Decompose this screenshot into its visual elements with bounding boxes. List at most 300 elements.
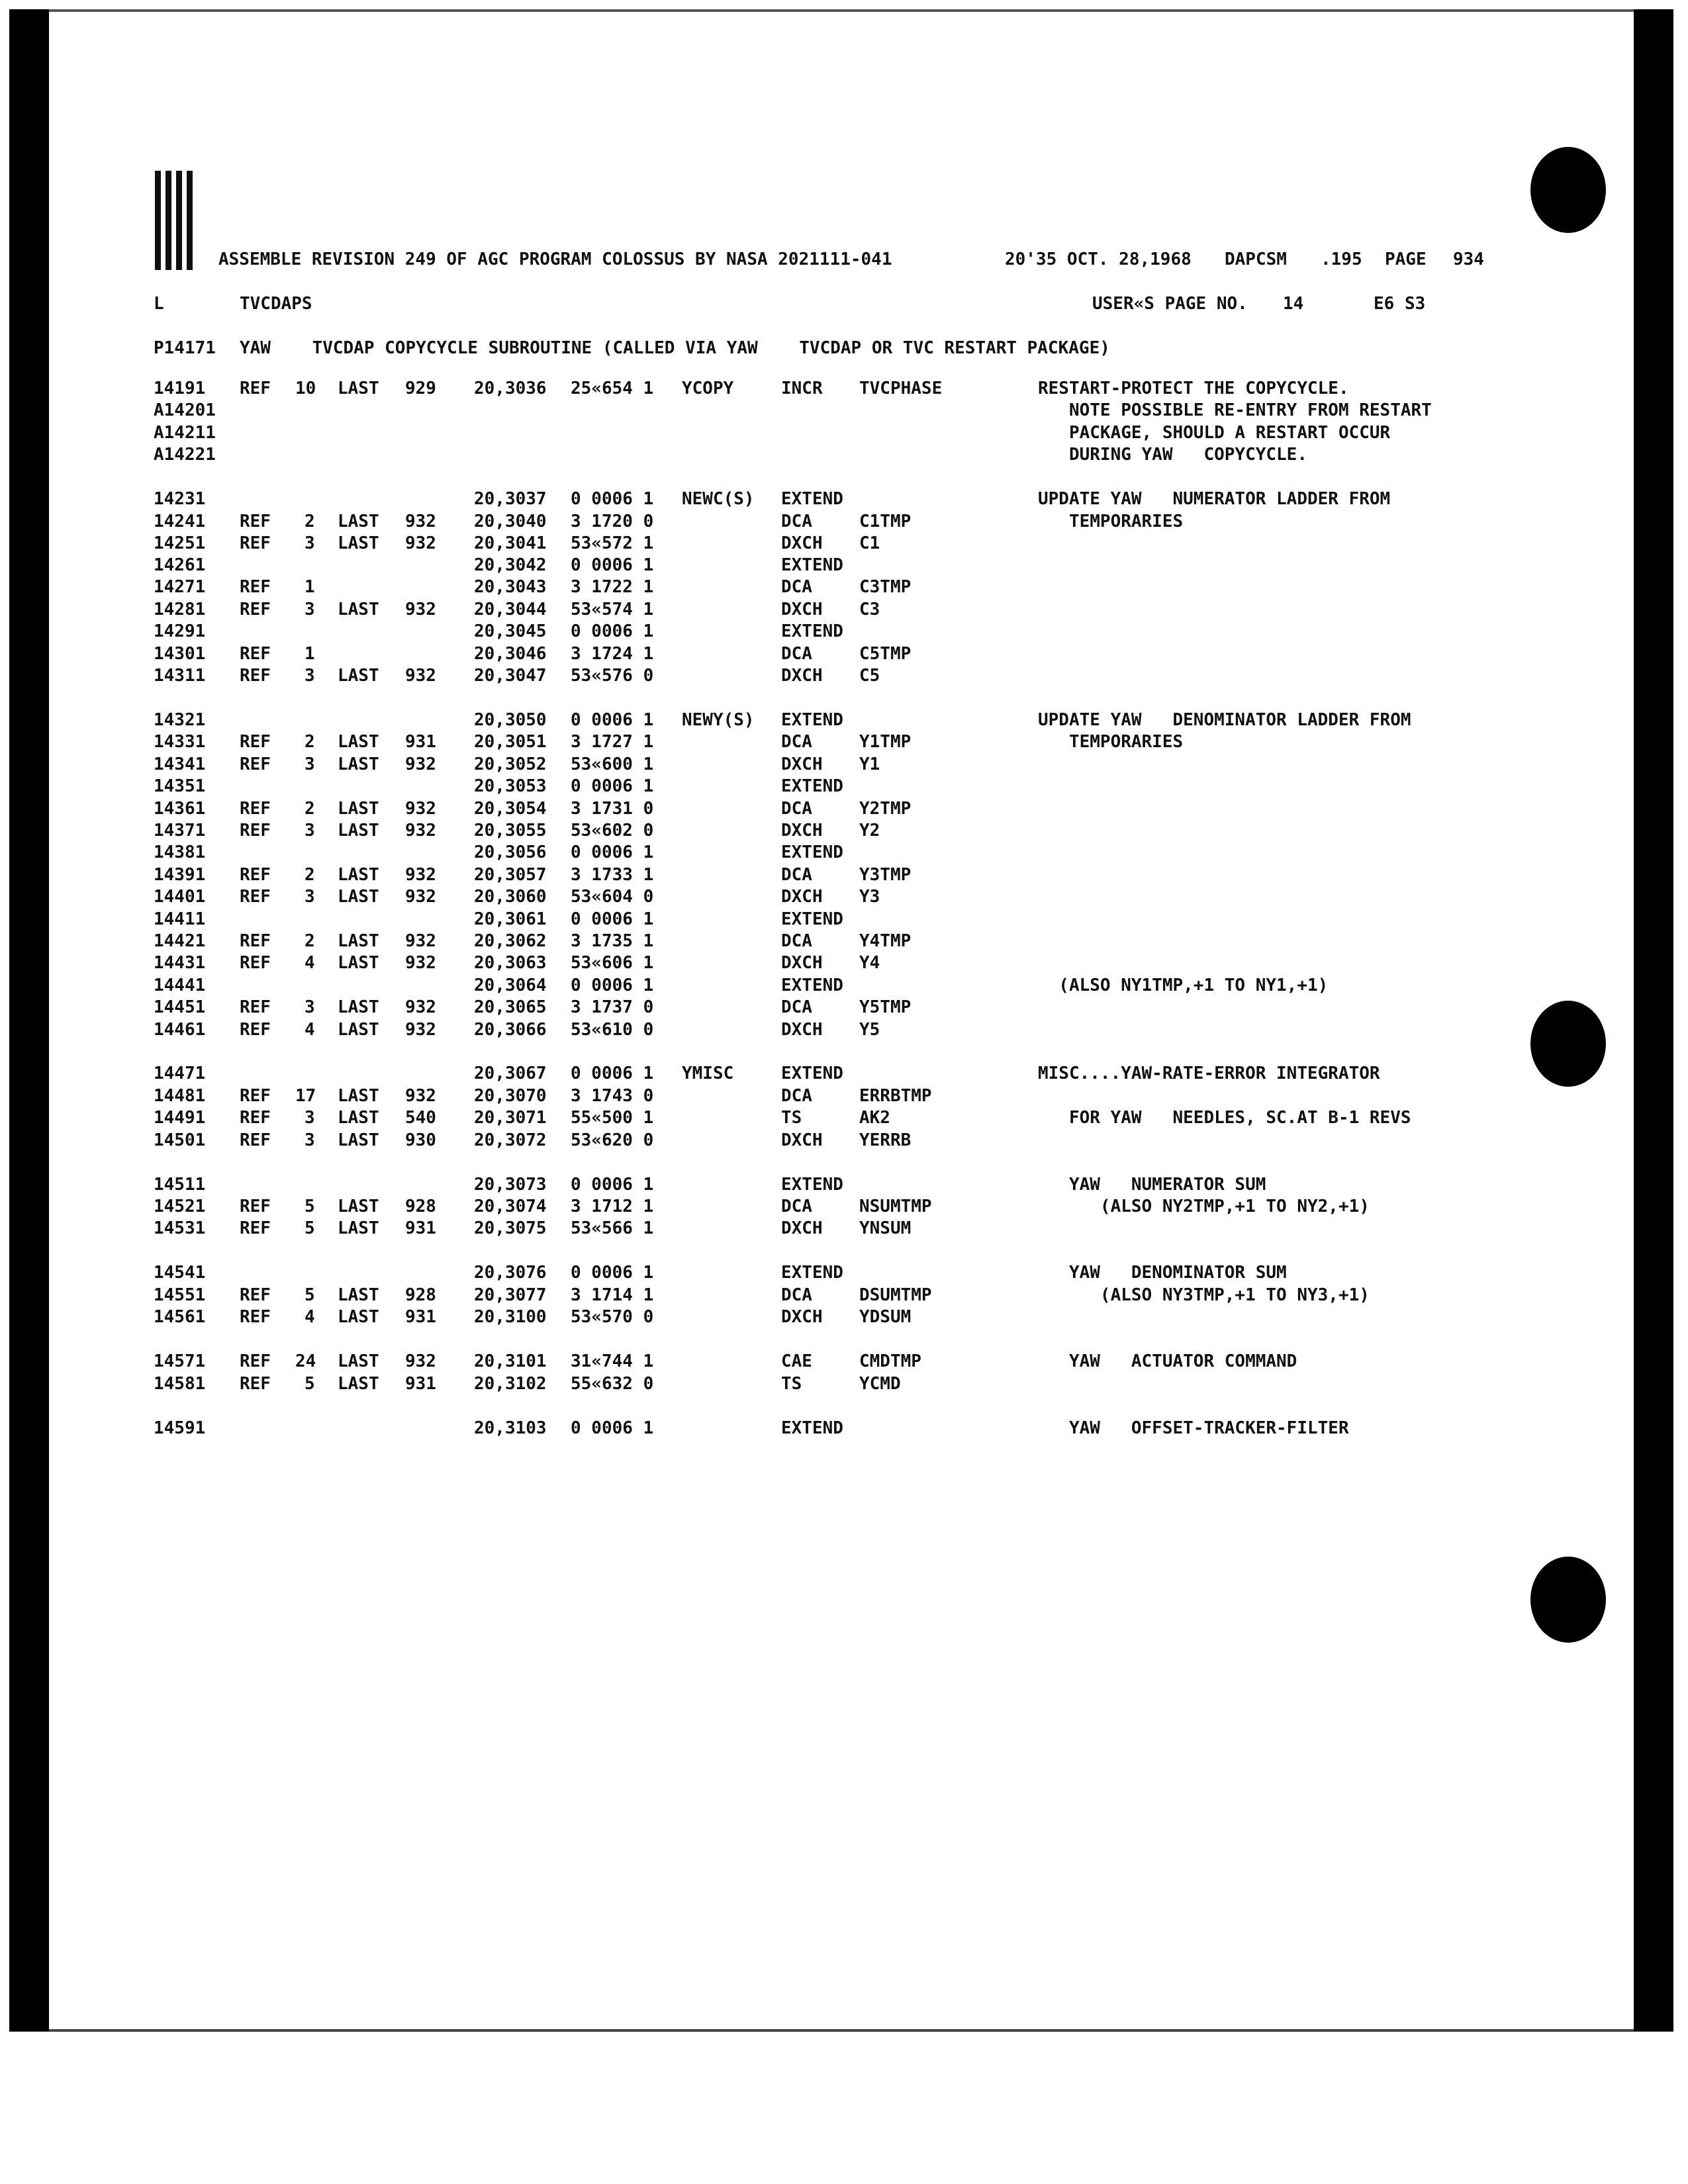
row-last: LAST xyxy=(338,600,379,619)
row-op: TS xyxy=(781,1108,802,1128)
row-ref: REF xyxy=(240,1307,271,1327)
row-operand: Y5TMP xyxy=(859,997,912,1017)
row-comment: YAW ACTUATOR COMMAND xyxy=(1038,1351,1297,1371)
row-code: 0 0006 1 xyxy=(571,621,654,641)
row-last: LAST xyxy=(338,732,379,752)
row-code: 3 1743 0 xyxy=(571,1086,654,1106)
row-ref: REF xyxy=(240,1351,271,1371)
row-code: 53«570 0 xyxy=(571,1307,654,1327)
row-refn: 2 xyxy=(305,865,315,885)
row-comment: YAW DENOMINATOR SUM xyxy=(1038,1263,1287,1283)
row-code: 3 1731 0 xyxy=(571,799,654,819)
row-comment: TEMPORARIES xyxy=(1038,732,1184,752)
row-label: NEWY(S) xyxy=(682,710,755,730)
row-lastn: 932 xyxy=(405,600,436,619)
row-line: 14511 xyxy=(154,1175,206,1195)
row-addr: 20,3037 xyxy=(474,489,547,509)
row-lastn: 932 xyxy=(405,821,436,841)
row-addr: 20,3045 xyxy=(474,621,547,641)
row-lastn: 932 xyxy=(405,931,436,951)
row-line: 14581 xyxy=(154,1374,206,1394)
row-line: 14411 xyxy=(154,909,206,929)
row-comment: UPDATE YAW NUMERATOR LADDER FROM xyxy=(1038,489,1391,509)
row-line: A14211 xyxy=(154,423,216,443)
row-addr: 20,3100 xyxy=(474,1307,547,1327)
row-last: LAST xyxy=(338,887,379,907)
row-line: 14251 xyxy=(154,533,206,553)
row-ref: REF xyxy=(240,997,271,1017)
row-code: 55«500 1 xyxy=(571,1108,654,1128)
row-code: 53«620 0 xyxy=(571,1130,654,1150)
row-line: 14301 xyxy=(154,644,206,664)
row-last: LAST xyxy=(338,865,379,885)
row-line: 14501 xyxy=(154,1130,206,1150)
row-op: DXCH xyxy=(781,953,823,973)
row-code: 3 1727 1 xyxy=(571,732,654,752)
row-line: 14471 xyxy=(154,1064,206,1083)
row-refn: 1 xyxy=(305,577,315,597)
row-ref: REF xyxy=(240,865,271,885)
row-last: LAST xyxy=(338,1351,379,1371)
row-code: 25«654 1 xyxy=(571,379,654,398)
row-line: A14221 xyxy=(154,445,216,465)
row-operand: C3TMP xyxy=(859,577,912,597)
row-op: CAE xyxy=(781,1351,812,1371)
row-lastn: 932 xyxy=(405,997,436,1017)
row-operand: Y3 xyxy=(859,887,880,907)
row-line: 14191 xyxy=(154,379,206,398)
row-operand: Y1TMP xyxy=(859,732,912,752)
row-code: 53«600 1 xyxy=(571,754,654,774)
row-ref: REF xyxy=(240,644,271,664)
row-operand: YNSUM xyxy=(859,1218,912,1238)
row-code: 3 1733 1 xyxy=(571,865,654,885)
row-code: 3 1722 1 xyxy=(571,577,654,597)
row-ref: REF xyxy=(240,1218,271,1238)
row-operand: Y2 xyxy=(859,821,880,841)
row-op: EXTEND xyxy=(781,776,843,796)
row-lastn: 932 xyxy=(405,953,436,973)
row-line: 14431 xyxy=(154,953,206,973)
row-line: 14311 xyxy=(154,666,206,686)
row-last: LAST xyxy=(338,1218,379,1238)
row-op: DCA xyxy=(781,1086,812,1106)
log-name: TVCDAPS xyxy=(240,294,312,314)
row-addr: 20,3057 xyxy=(474,865,547,885)
row-operand: YCMD xyxy=(859,1374,901,1394)
row-line: 14451 xyxy=(154,997,206,1017)
row-line: 14241 xyxy=(154,512,206,531)
row-addr: 20,3077 xyxy=(474,1285,547,1305)
row-addr: 20,3060 xyxy=(474,887,547,907)
row-line: 14521 xyxy=(154,1197,206,1216)
row-addr: 20,3065 xyxy=(474,997,547,1017)
title-text: YAW TVCDAP COPYCYCLE SUBROUTINE (CALLED VIA YAW TVCDAP OR TVC RESTART PACKAGE) xyxy=(240,338,1110,358)
row-addr: 20,3036 xyxy=(474,379,547,398)
row-ref: REF xyxy=(240,931,271,951)
row-refn: 17 xyxy=(295,1086,316,1106)
row-line: 14261 xyxy=(154,555,206,575)
row-line: 14341 xyxy=(154,754,206,774)
row-addr: 20,3053 xyxy=(474,776,547,796)
row-addr: 20,3072 xyxy=(474,1130,547,1150)
row-last: LAST xyxy=(338,666,379,686)
row-addr: 20,3073 xyxy=(474,1175,547,1195)
row-comment: TEMPORARIES xyxy=(1038,512,1184,531)
row-lastn: 932 xyxy=(405,533,436,553)
row-lastn: 931 xyxy=(405,1307,436,1327)
timestamp: 20'35 OCT. 28,1968 xyxy=(1005,250,1192,269)
row-addr: 20,3101 xyxy=(474,1351,547,1371)
row-code: 53«566 1 xyxy=(571,1218,654,1238)
row-comment: (ALSO NY2TMP,+1 TO NY2,+1) xyxy=(1038,1197,1370,1216)
row-last: LAST xyxy=(338,1108,379,1128)
row-line: 14351 xyxy=(154,776,206,796)
row-operand: AK2 xyxy=(859,1108,890,1128)
row-last: LAST xyxy=(338,533,379,553)
row-addr: 20,3047 xyxy=(474,666,547,686)
row-line: A14201 xyxy=(154,400,216,420)
row-refn: 2 xyxy=(305,799,315,819)
row-last: LAST xyxy=(338,512,379,531)
row-lastn: 932 xyxy=(405,887,436,907)
row-last: LAST xyxy=(338,821,379,841)
assemble-line: ASSEMBLE REVISION 249 OF AGC PROGRAM COLOSSUS BY NASA 2021111-041 xyxy=(218,250,892,269)
row-refn: 2 xyxy=(305,732,315,752)
title-tag: P14171 xyxy=(154,338,216,358)
row-line: 14381 xyxy=(154,842,206,862)
row-operand: Y4 xyxy=(859,953,880,973)
row-lastn: 928 xyxy=(405,1197,436,1216)
row-last: LAST xyxy=(338,799,379,819)
row-addr: 20,3070 xyxy=(474,1086,547,1106)
row-line: 14231 xyxy=(154,489,206,509)
row-refn: 5 xyxy=(305,1197,315,1216)
row-ref: REF xyxy=(240,533,271,553)
row-op: DCA xyxy=(781,1285,812,1305)
row-refn: 4 xyxy=(305,953,315,973)
row-operand: C1 xyxy=(859,533,880,553)
row-code: 0 0006 1 xyxy=(571,1263,654,1283)
row-lastn: 931 xyxy=(405,732,436,752)
row-code: 53«574 1 xyxy=(571,600,654,619)
row-ref: REF xyxy=(240,577,271,597)
row-lastn: 932 xyxy=(405,1351,436,1371)
row-comment: RESTART-PROTECT THE COPYCYCLE. xyxy=(1038,379,1349,398)
row-code: 53«606 1 xyxy=(571,953,654,973)
row-ref: REF xyxy=(240,1374,271,1394)
row-code: 3 1712 1 xyxy=(571,1197,654,1216)
row-operand: Y5 xyxy=(859,1020,880,1040)
row-comment: YAW NUMERATOR SUM xyxy=(1038,1175,1266,1195)
row-code: 3 1735 1 xyxy=(571,931,654,951)
row-line: 14391 xyxy=(154,865,206,885)
row-op: DXCH xyxy=(781,754,823,774)
row-line: 14421 xyxy=(154,931,206,951)
row-addr: 20,3040 xyxy=(474,512,547,531)
row-operand: Y4TMP xyxy=(859,931,912,951)
row-code: 0 0006 1 xyxy=(571,1175,654,1195)
row-op: DXCH xyxy=(781,600,823,619)
row-ref: REF xyxy=(240,379,271,398)
program-name: DAPCSM xyxy=(1225,250,1287,269)
row-addr: 20,3067 xyxy=(474,1064,547,1083)
row-addr: 20,3063 xyxy=(474,953,547,973)
row-operand: C5TMP xyxy=(859,644,912,664)
row-refn: 3 xyxy=(305,821,315,841)
row-addr: 20,3050 xyxy=(474,710,547,730)
row-line: 14361 xyxy=(154,799,206,819)
row-ref: REF xyxy=(240,887,271,907)
row-comment: PACKAGE, SHOULD A RESTART OCCUR xyxy=(1038,423,1391,443)
row-ref: REF xyxy=(240,512,271,531)
row-op: DCA xyxy=(781,577,812,597)
row-code: 53«576 0 xyxy=(571,666,654,686)
row-lastn: 931 xyxy=(405,1374,436,1394)
row-op: DXCH xyxy=(781,666,823,686)
row-ref: REF xyxy=(240,754,271,774)
row-last: LAST xyxy=(338,997,379,1017)
row-code: 53«604 0 xyxy=(571,887,654,907)
row-operand: Y2TMP xyxy=(859,799,912,819)
row-op: EXTEND xyxy=(781,1064,843,1083)
row-addr: 20,3071 xyxy=(474,1108,547,1128)
row-operand: NSUMTMP xyxy=(859,1197,932,1216)
row-lastn: 932 xyxy=(405,1086,436,1106)
row-refn: 4 xyxy=(305,1307,315,1327)
row-ref: REF xyxy=(240,1285,271,1305)
row-last: LAST xyxy=(338,1307,379,1327)
page-number: 934 xyxy=(1453,250,1484,269)
row-comment: FOR YAW NEEDLES, SC.AT B-1 REVS xyxy=(1038,1108,1411,1128)
row-ref: REF xyxy=(240,1108,271,1128)
row-op: DXCH xyxy=(781,1218,823,1238)
row-refn: 5 xyxy=(305,1374,315,1394)
row-operand: C3 xyxy=(859,600,880,619)
row-op: DCA xyxy=(781,732,812,752)
row-operand: TVCPHASE xyxy=(859,379,943,398)
row-operand: Y1 xyxy=(859,754,880,774)
row-operand: C5 xyxy=(859,666,880,686)
program-number: .195 xyxy=(1321,250,1362,269)
row-op: EXTEND xyxy=(781,842,843,862)
user-page-number: 14 xyxy=(1283,294,1304,314)
row-code: 0 0006 1 xyxy=(571,489,654,509)
row-line: 14571 xyxy=(154,1351,206,1371)
row-addr: 20,3046 xyxy=(474,644,547,664)
row-addr: 20,3103 xyxy=(474,1418,547,1438)
row-lastn: 929 xyxy=(405,379,436,398)
row-ref: REF xyxy=(240,732,271,752)
row-addr: 20,3064 xyxy=(474,976,547,995)
row-op: EXTEND xyxy=(781,909,843,929)
row-op: DXCH xyxy=(781,1020,823,1040)
row-code: 31«744 1 xyxy=(571,1351,654,1371)
row-op: EXTEND xyxy=(781,1418,843,1438)
row-op: EXTEND xyxy=(781,976,843,995)
row-refn: 24 xyxy=(295,1351,316,1371)
row-line: 14321 xyxy=(154,710,206,730)
row-addr: 20,3052 xyxy=(474,754,547,774)
row-addr: 20,3055 xyxy=(474,821,547,841)
row-op: DCA xyxy=(781,931,812,951)
row-op: DCA xyxy=(781,512,812,531)
row-refn: 3 xyxy=(305,666,315,686)
row-code: 53«610 0 xyxy=(571,1020,654,1040)
row-op: EXTEND xyxy=(781,1175,843,1195)
row-line: 14591 xyxy=(154,1418,206,1438)
page-label: PAGE xyxy=(1385,250,1427,269)
row-refn: 3 xyxy=(305,600,315,619)
row-label: NEWC(S) xyxy=(682,489,755,509)
row-addr: 20,3066 xyxy=(474,1020,547,1040)
row-op: DXCH xyxy=(781,821,823,841)
row-refn: 3 xyxy=(305,997,315,1017)
row-op: DCA xyxy=(781,1197,812,1216)
row-op: DCA xyxy=(781,865,812,885)
row-comment: YAW OFFSET-TRACKER-FILTER xyxy=(1038,1418,1349,1438)
row-operand: CMDTMP xyxy=(859,1351,921,1371)
row-addr: 20,3076 xyxy=(474,1263,547,1283)
row-comment: UPDATE YAW DENOMINATOR LADDER FROM xyxy=(1038,710,1411,730)
row-refn: 3 xyxy=(305,533,315,553)
row-operand: YERRB xyxy=(859,1130,912,1150)
row-line: 14561 xyxy=(154,1307,206,1327)
row-op: DCA xyxy=(781,644,812,664)
row-ref: REF xyxy=(240,600,271,619)
row-op: DXCH xyxy=(781,887,823,907)
row-addr: 20,3074 xyxy=(474,1197,547,1216)
row-last: LAST xyxy=(338,1374,379,1394)
row-code: 3 1724 1 xyxy=(571,644,654,664)
row-op: TS xyxy=(781,1374,802,1394)
row-line: 14541 xyxy=(154,1263,206,1283)
row-ref: REF xyxy=(240,1086,271,1106)
row-ref: REF xyxy=(240,666,271,686)
row-code: 55«632 0 xyxy=(571,1374,654,1394)
row-ref: REF xyxy=(240,799,271,819)
row-lastn: 932 xyxy=(405,1020,436,1040)
row-lastn: 932 xyxy=(405,512,436,531)
row-op: DXCH xyxy=(781,533,823,553)
row-addr: 20,3041 xyxy=(474,533,547,553)
row-line: 14281 xyxy=(154,600,206,619)
row-code: 53«572 1 xyxy=(571,533,654,553)
row-code: 0 0006 1 xyxy=(571,909,654,929)
row-line: 14551 xyxy=(154,1285,206,1305)
row-ref: REF xyxy=(240,821,271,841)
row-refn: 2 xyxy=(305,512,315,531)
row-addr: 20,3061 xyxy=(474,909,547,929)
row-addr: 20,3051 xyxy=(474,732,547,752)
row-code: 0 0006 1 xyxy=(571,976,654,995)
row-last: LAST xyxy=(338,1130,379,1150)
row-line: 14401 xyxy=(154,887,206,907)
row-comment: (ALSO NY3TMP,+1 TO NY3,+1) xyxy=(1038,1285,1370,1305)
row-refn: 2 xyxy=(305,931,315,951)
row-last: LAST xyxy=(338,1086,379,1106)
row-line: 14271 xyxy=(154,577,206,597)
row-code: 0 0006 1 xyxy=(571,1064,654,1083)
row-ref: REF xyxy=(240,953,271,973)
row-addr: 20,3044 xyxy=(474,600,547,619)
row-code: 0 0006 1 xyxy=(571,842,654,862)
row-code: 0 0006 1 xyxy=(571,555,654,575)
row-last: LAST xyxy=(338,931,379,951)
row-operand: DSUMTMP xyxy=(859,1285,932,1305)
row-operand: YDSUM xyxy=(859,1307,912,1327)
row-code: 3 1737 0 xyxy=(571,997,654,1017)
row-lastn: 540 xyxy=(405,1108,436,1128)
row-comment: NOTE POSSIBLE RE-ENTRY FROM RESTART xyxy=(1038,400,1432,420)
row-last: LAST xyxy=(338,379,379,398)
row-refn: 3 xyxy=(305,887,315,907)
row-op: EXTEND xyxy=(781,555,843,575)
row-op: EXTEND xyxy=(781,489,843,509)
row-lastn: 932 xyxy=(405,799,436,819)
row-line: 14371 xyxy=(154,821,206,841)
row-last: LAST xyxy=(338,953,379,973)
row-line: 14331 xyxy=(154,732,206,752)
row-last: LAST xyxy=(338,754,379,774)
row-line: 14491 xyxy=(154,1108,206,1128)
row-lastn: 932 xyxy=(405,865,436,885)
row-refn: 4 xyxy=(305,1020,315,1040)
row-op: DXCH xyxy=(781,1130,823,1150)
row-ref: REF xyxy=(240,1130,271,1150)
row-op: EXTEND xyxy=(781,710,843,730)
row-addr: 20,3062 xyxy=(474,931,547,951)
row-last: LAST xyxy=(338,1285,379,1305)
row-refn: 3 xyxy=(305,1130,315,1150)
row-op: EXTEND xyxy=(781,1263,843,1283)
row-line: 14531 xyxy=(154,1218,206,1238)
row-label: YMISC xyxy=(682,1064,734,1083)
row-last: LAST xyxy=(338,1197,379,1216)
row-line: 14441 xyxy=(154,976,206,995)
row-code: 0 0006 1 xyxy=(571,776,654,796)
row-lastn: 928 xyxy=(405,1285,436,1305)
row-refn: 3 xyxy=(305,754,315,774)
row-line: 14461 xyxy=(154,1020,206,1040)
row-code: 0 0006 1 xyxy=(571,1418,654,1438)
row-comment: MISC....YAW-RATE-ERROR INTEGRATOR xyxy=(1038,1064,1380,1083)
user-page-extra: E6 S3 xyxy=(1374,294,1426,314)
row-lastn: 931 xyxy=(405,1218,436,1238)
row-code: 0 0006 1 xyxy=(571,710,654,730)
row-operand: C1TMP xyxy=(859,512,912,531)
row-lastn: 932 xyxy=(405,754,436,774)
row-code: 3 1714 1 xyxy=(571,1285,654,1305)
row-addr: 20,3042 xyxy=(474,555,547,575)
row-addr: 20,3102 xyxy=(474,1374,547,1394)
row-label: YCOPY xyxy=(682,379,734,398)
row-lastn: 930 xyxy=(405,1130,436,1150)
row-comment: (ALSO NY1TMP,+1 TO NY1,+1) xyxy=(1038,976,1329,995)
row-refn: 10 xyxy=(295,379,316,398)
row-ref: REF xyxy=(240,1020,271,1040)
row-addr: 20,3043 xyxy=(474,577,547,597)
row-op: DXCH xyxy=(781,1307,823,1327)
row-code: 53«602 0 xyxy=(571,821,654,841)
row-operand: Y3TMP xyxy=(859,865,912,885)
row-code: 3 1720 0 xyxy=(571,512,654,531)
row-refn: 1 xyxy=(305,644,315,664)
row-op: DCA xyxy=(781,997,812,1017)
row-lastn: 932 xyxy=(405,666,436,686)
row-refn: 3 xyxy=(305,1108,315,1128)
row-refn: 5 xyxy=(305,1285,315,1305)
